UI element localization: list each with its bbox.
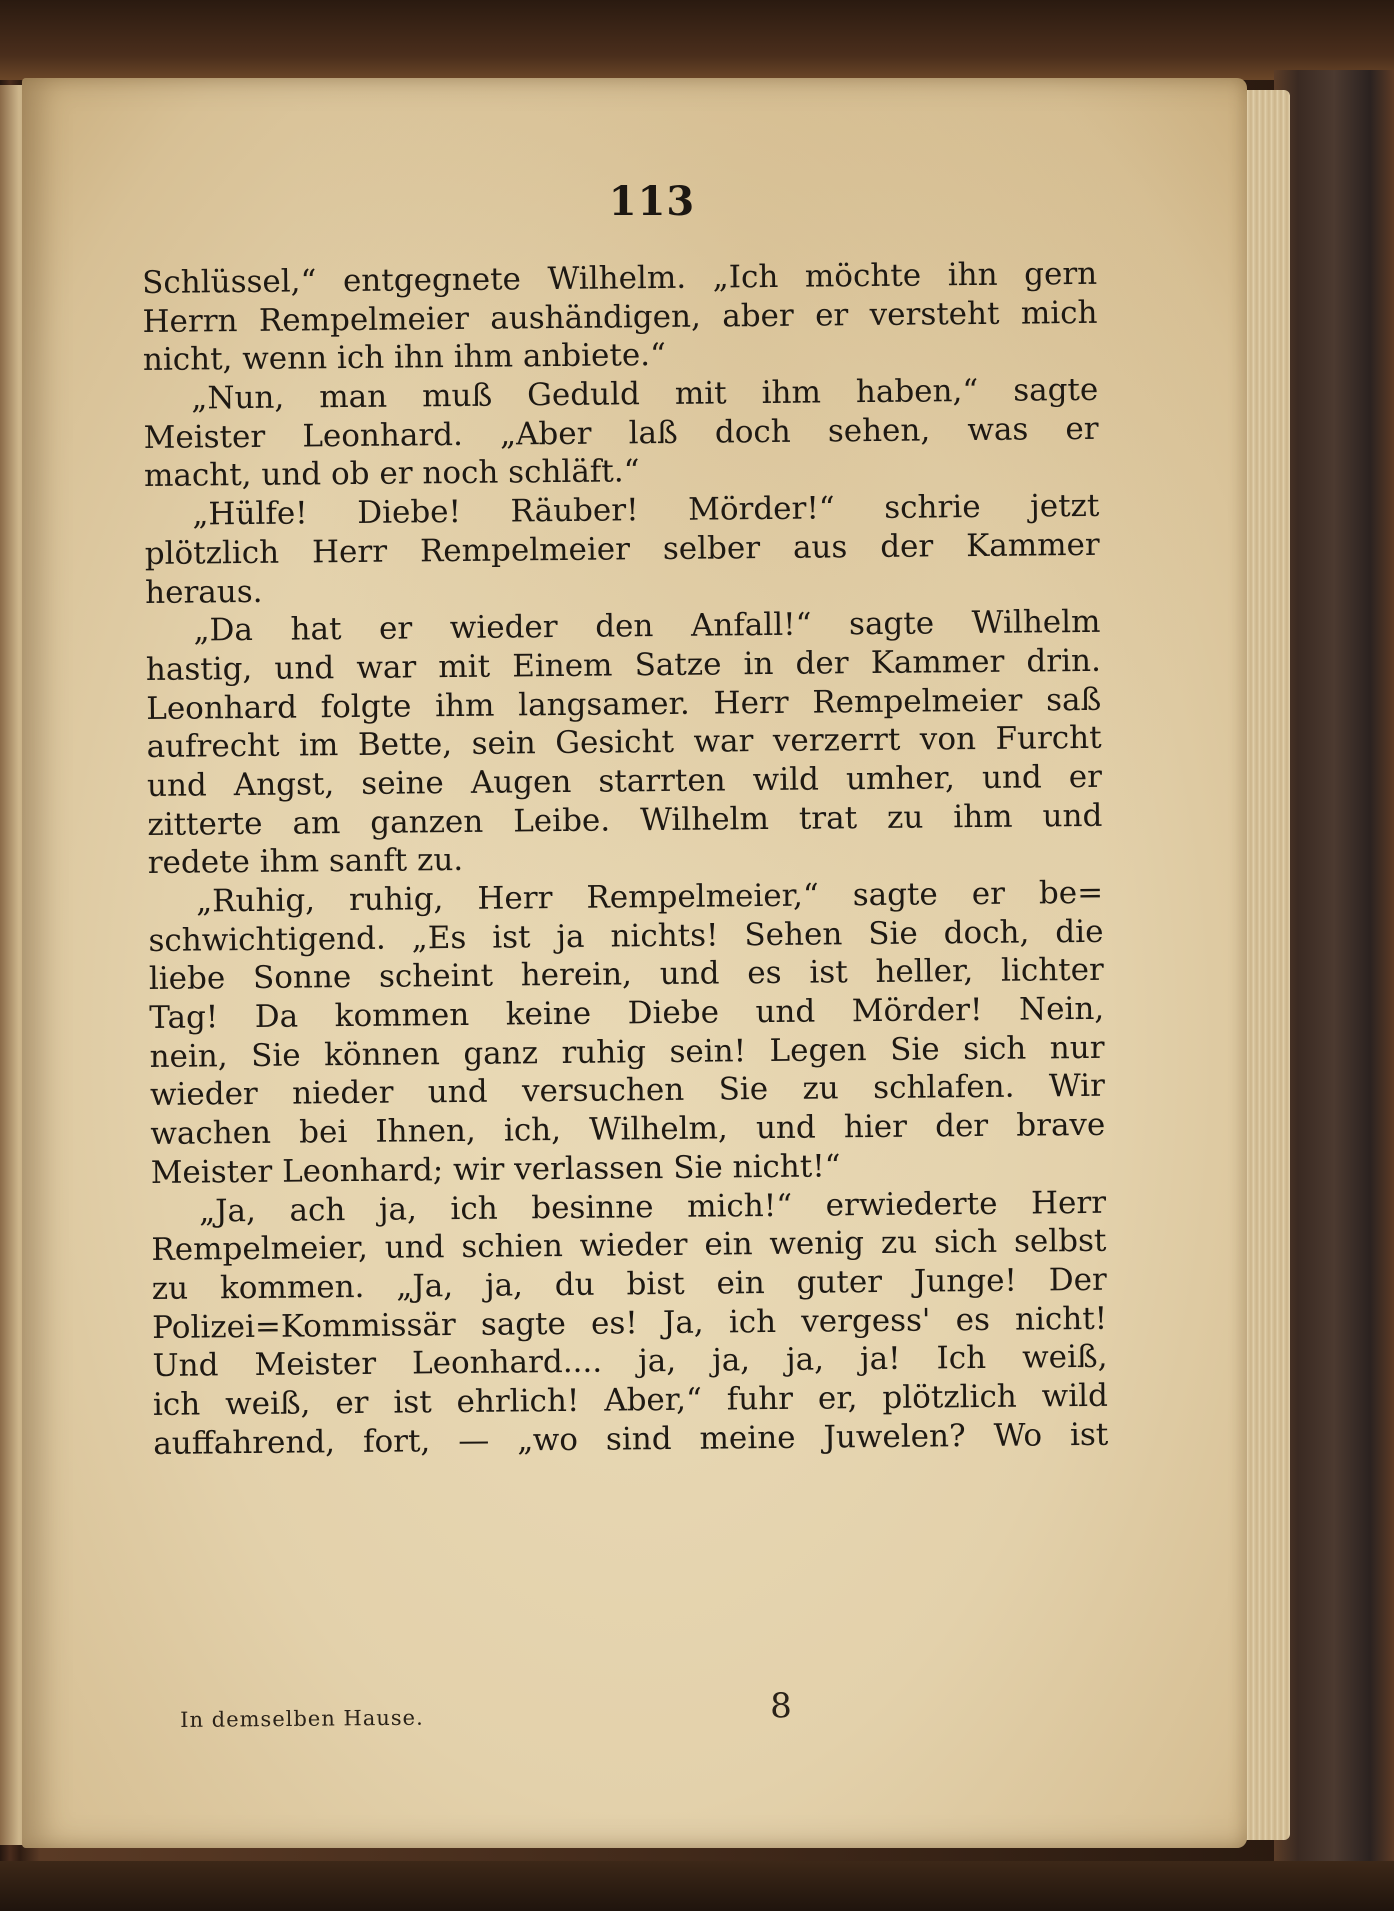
text-line: nicht, wenn ich ihn ihm anbiete.“ [142,337,667,379]
book-page [22,78,1247,1848]
text-line: hastig, und war mit Einem Satze in der Kammer drin. [145,642,1102,688]
text-line: aufrecht im Bette, sein Gesicht war verzerrt von Furcht [146,720,1102,766]
page-number: 113 [608,178,696,225]
text-line: macht, und ob er noch schläft.“ [143,453,640,495]
text-line: nein, Sie können ganz ruhig sein! Legen Sie sich nur [149,1029,1105,1075]
text-line: Herrn Rempelmeier aushändigen, aber er versteht mich [142,294,1098,340]
text-line: liebe Sonne scheint herein, und es ist heller, lichter [148,952,1104,998]
text-line: plötzlich Herr Rempelmeier selber aus der Kammer [144,526,1100,572]
text-line: Meister Leonhard; wir verlassen Sie nicht!“ [150,1148,841,1191]
text-line: Schlüssel,“ entgegnete Wilhelm. „Ich möchte ihn gern [142,255,1098,301]
body-text [142,255,1108,1463]
text-line: „Ja, ach ja, ich besinne mich!“ erwiederte Herr [198,1184,1107,1229]
book-cover-bottom [0,1861,1394,1911]
text-line: „Hülfe! Diebe! Räuber! Mörder!“ schrie jetzt [192,487,1100,533]
text-line: heraus. [144,573,263,611]
text-line: wachen bei Ihnen, ich, Wilhelm, und hier der brave [150,1106,1106,1153]
text-line: Polizei=Kommissär sagte es! Ja, ich vergess' es nicht! [152,1300,1108,1346]
text-line: zitterte am ganzen Leibe. Wilhelm trat zu ihm und [147,797,1103,843]
text-line: und Angst, seine Augen starrten wild umher, und er [146,758,1103,804]
signature-mark: 8 [769,1686,792,1727]
text-line: redete ihm sanft zu. [147,842,464,882]
text-line: „Nun, man muß Geduld mit ihm haben,“ sagte [191,371,1099,417]
text-line: Rempelmeier, und schien wieder ein wenig zu sich selbst [151,1222,1107,1269]
text-line: Und Meister Leonhard.... ja, ja, ja, ja! Ich weiß, [152,1339,1108,1385]
text-line: Tag! Da kommen keine Diebe und Mörder! Nein, [149,990,1105,1037]
text-line: „Ruhig, ruhig, Herr Rempelmeier,“ sagte er be= [195,874,1104,920]
text-line: ich weiß, er ist ehrlich! Aber,“ fuhr er, plötzlich wild [152,1377,1109,1423]
text-line: Leonhard folgte ihm langsamer. Herr Rempelmeier saß [146,681,1102,727]
footer-title: In demselben Hause. [180,1705,424,1732]
text-line: auffahrend, fort, — „wo sind meine Juwelen? Wo ist [153,1416,1109,1462]
text-line: Meister Leonhard. „Aber laß doch sehen, was er [143,410,1099,456]
text-line: wieder nieder und versuchen Sie zu schlafen. Wir [149,1068,1106,1114]
text-line: „Da hat er wieder den Anfall!“ sagte Wilhelm [193,604,1101,649]
text-line: schwichtigend. „Es ist ja nichts! Sehen Sie doch, die [148,913,1104,959]
text-line: zu kommen. „Ja, ja, du bist ein guter Junge! Der [151,1261,1107,1307]
page-footer [180,1686,1000,1738]
book-cover-spine-right [1274,70,1394,1911]
book-cover-top [0,0,1394,80]
